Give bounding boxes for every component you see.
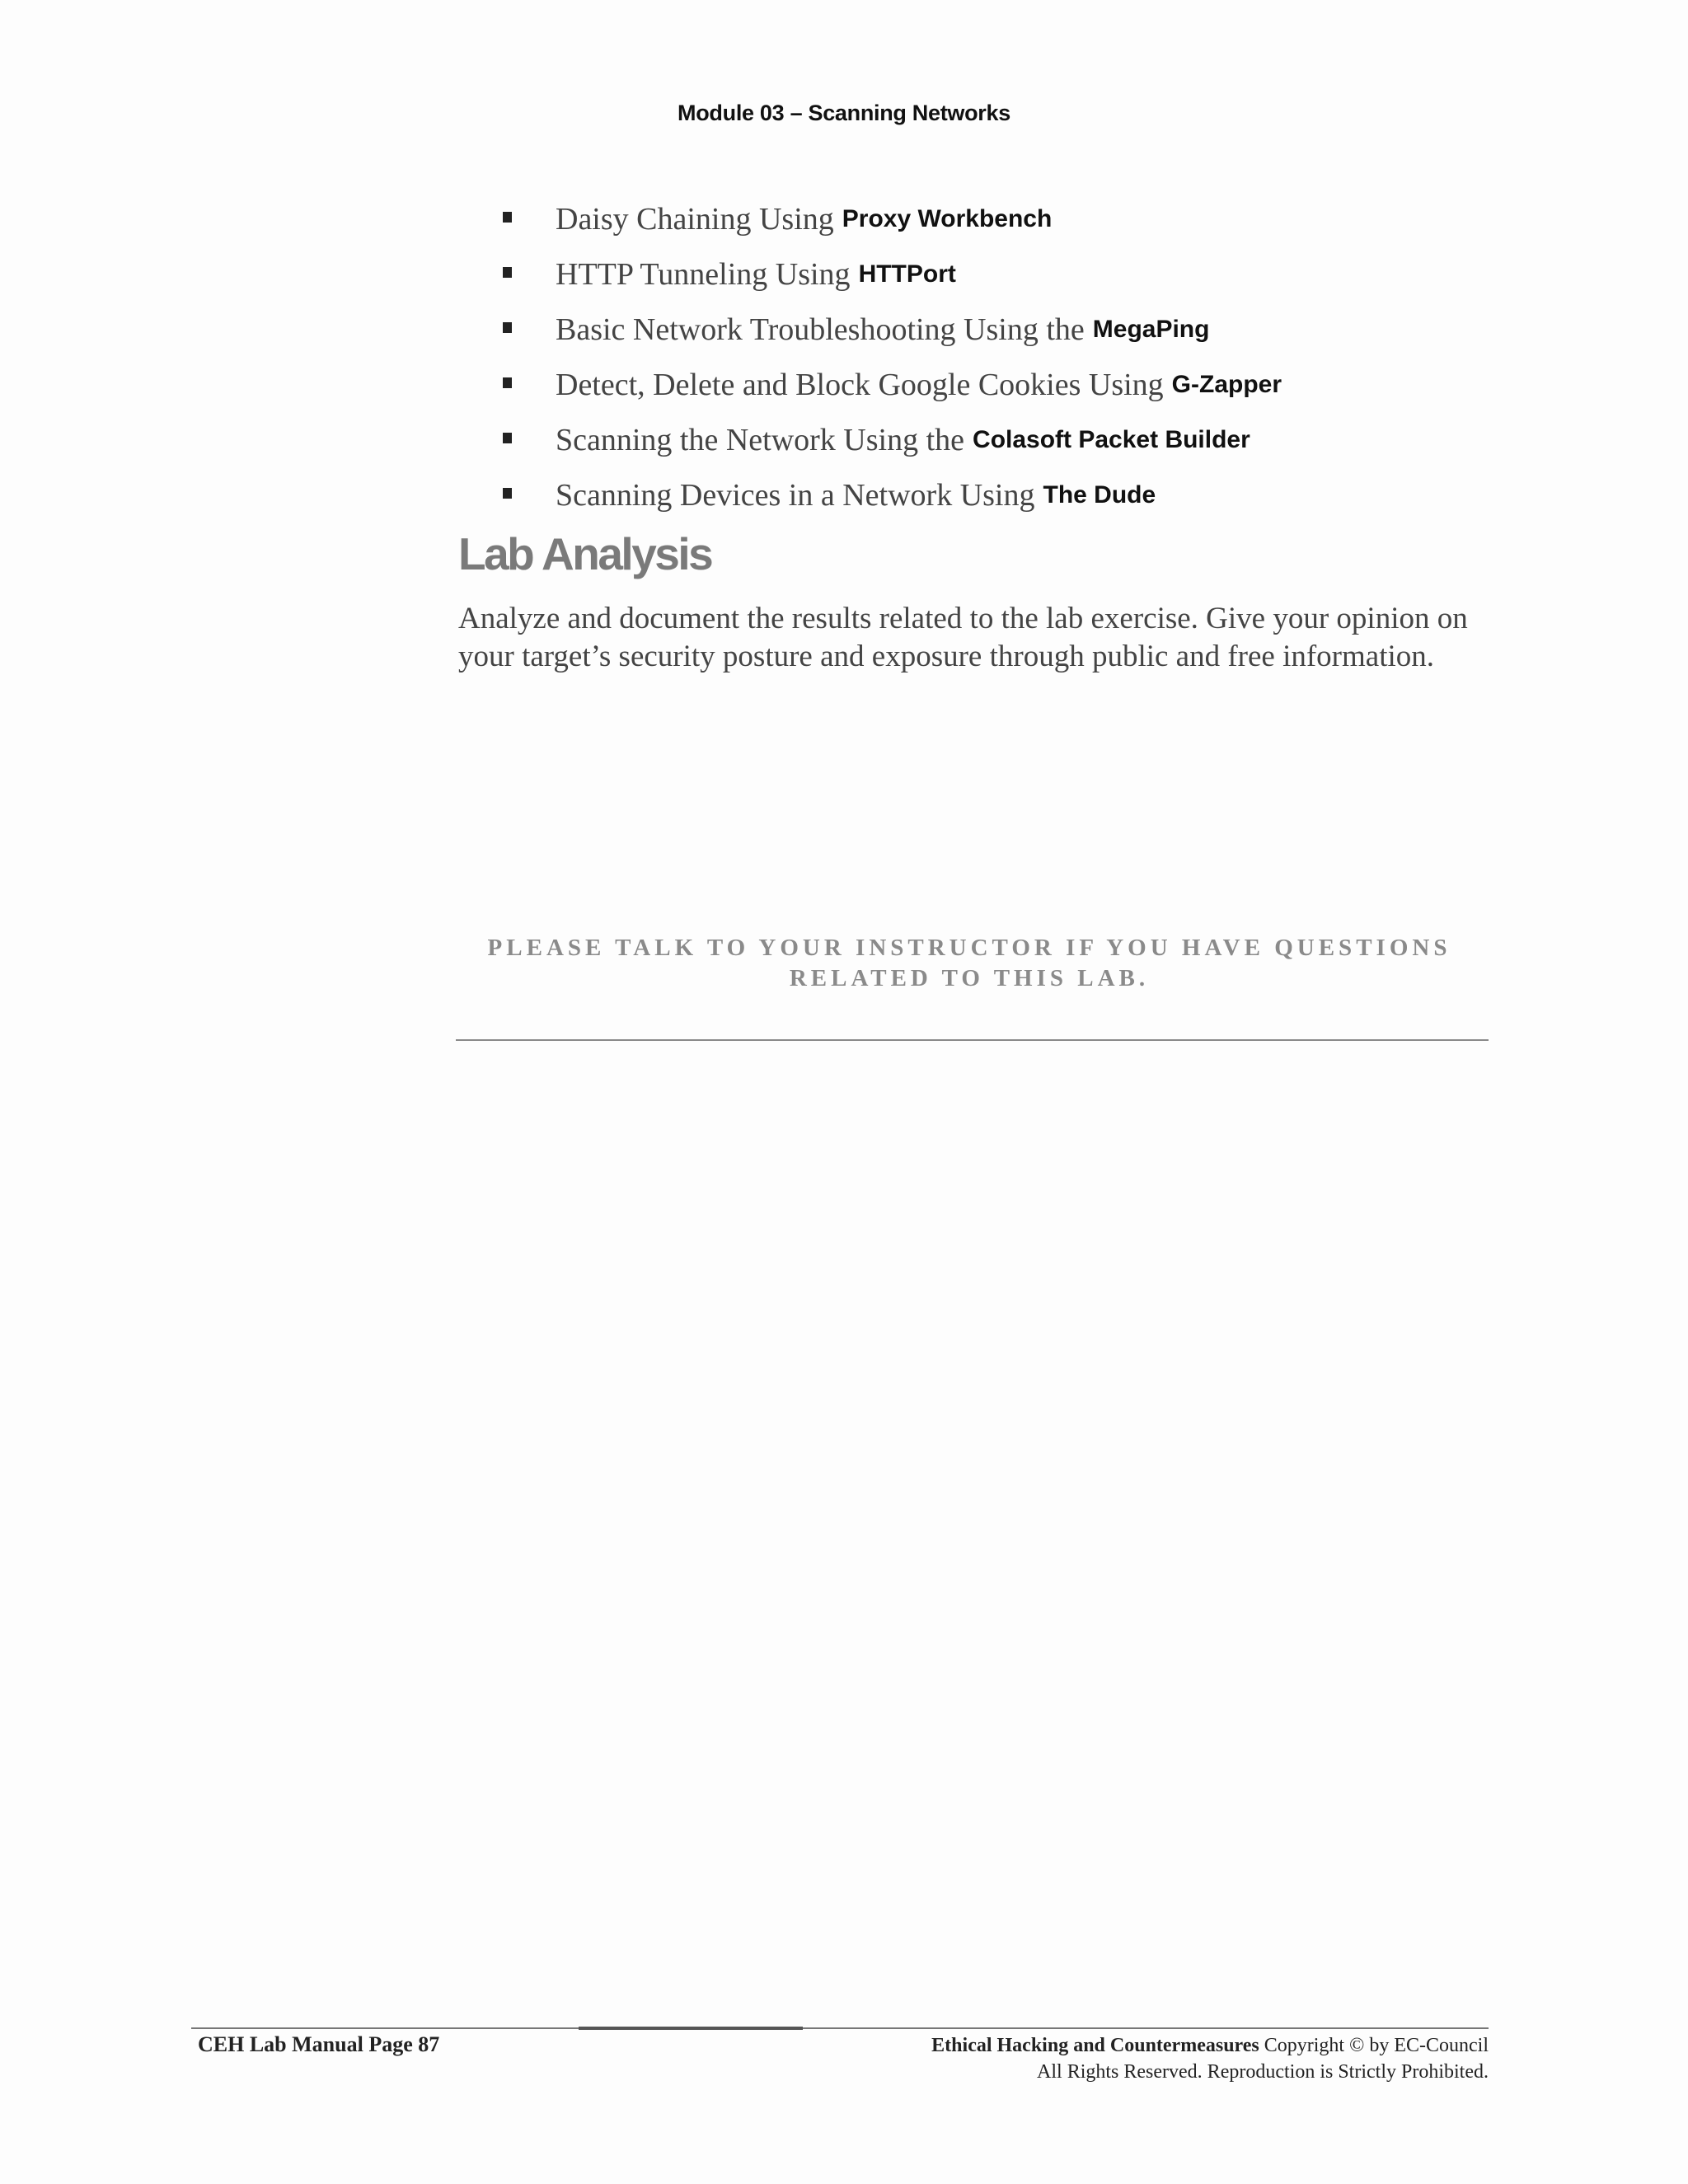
footer-divider-accent: [579, 2027, 803, 2030]
section-heading: Lab Analysis: [458, 528, 712, 579]
list-item: [503, 246, 1282, 302]
task-text: Scanning Devices in a Network Using: [556, 477, 1035, 513]
footer-copyright-text: Copyright © by EC-Council: [1259, 2035, 1489, 2056]
list-item: [503, 467, 1282, 523]
list-item: [503, 191, 1282, 246]
tool-name: MegaPing: [1092, 315, 1210, 343]
footer-copyright: [931, 2032, 1489, 2085]
analysis-paragraph: Analyze and document the results related to the lab exercise. Give your opinion on your target’s security posture and exposure through public and free information.: [458, 602, 1468, 673]
list-item: [503, 302, 1282, 357]
instructor-note: PLEASE TALK TO YOUR INSTRUCTOR IF YOU HAVE QUESTIONS RELATED TO THIS LAB.: [487, 935, 1451, 991]
list-item: [503, 412, 1282, 467]
task-text: HTTP Tunneling Using: [556, 256, 851, 292]
task-text: Basic Network Troubleshooting Using the: [556, 312, 1085, 347]
list-item: [503, 357, 1282, 412]
bullet-icon: [503, 433, 512, 443]
bullet-icon: [503, 377, 512, 388]
divider: [456, 1039, 1489, 1041]
footer-page-label: CEH Lab Manual Page 87: [198, 2032, 440, 2056]
footer-rights: All Rights Reserved. Reproduction is Strictly Prohibited.: [1037, 2061, 1489, 2083]
tool-name: G-Zapper: [1171, 370, 1282, 398]
task-text: Detect, Delete and Block Google Cookies Using: [556, 367, 1164, 402]
bullet-icon: [503, 212, 512, 223]
tool-name: The Dude: [1043, 480, 1156, 509]
tool-name: Colasoft Packet Builder: [973, 425, 1250, 453]
task-text: Daisy Chaining Using: [556, 201, 834, 237]
tool-name: HTTPort: [858, 260, 956, 288]
bullet-icon: [503, 267, 512, 278]
task-text: Scanning the Network Using the: [556, 422, 965, 457]
footer-book-title: Ethical Hacking and Countermeasures: [931, 2035, 1259, 2056]
tool-name: Proxy Workbench: [842, 204, 1053, 232]
task-list: [503, 191, 1282, 523]
footer-divider: [191, 2027, 1489, 2029]
bullet-icon: [503, 322, 512, 333]
page-header: Module 03 – Scanning Networks: [678, 101, 1010, 125]
bullet-icon: [503, 488, 512, 499]
